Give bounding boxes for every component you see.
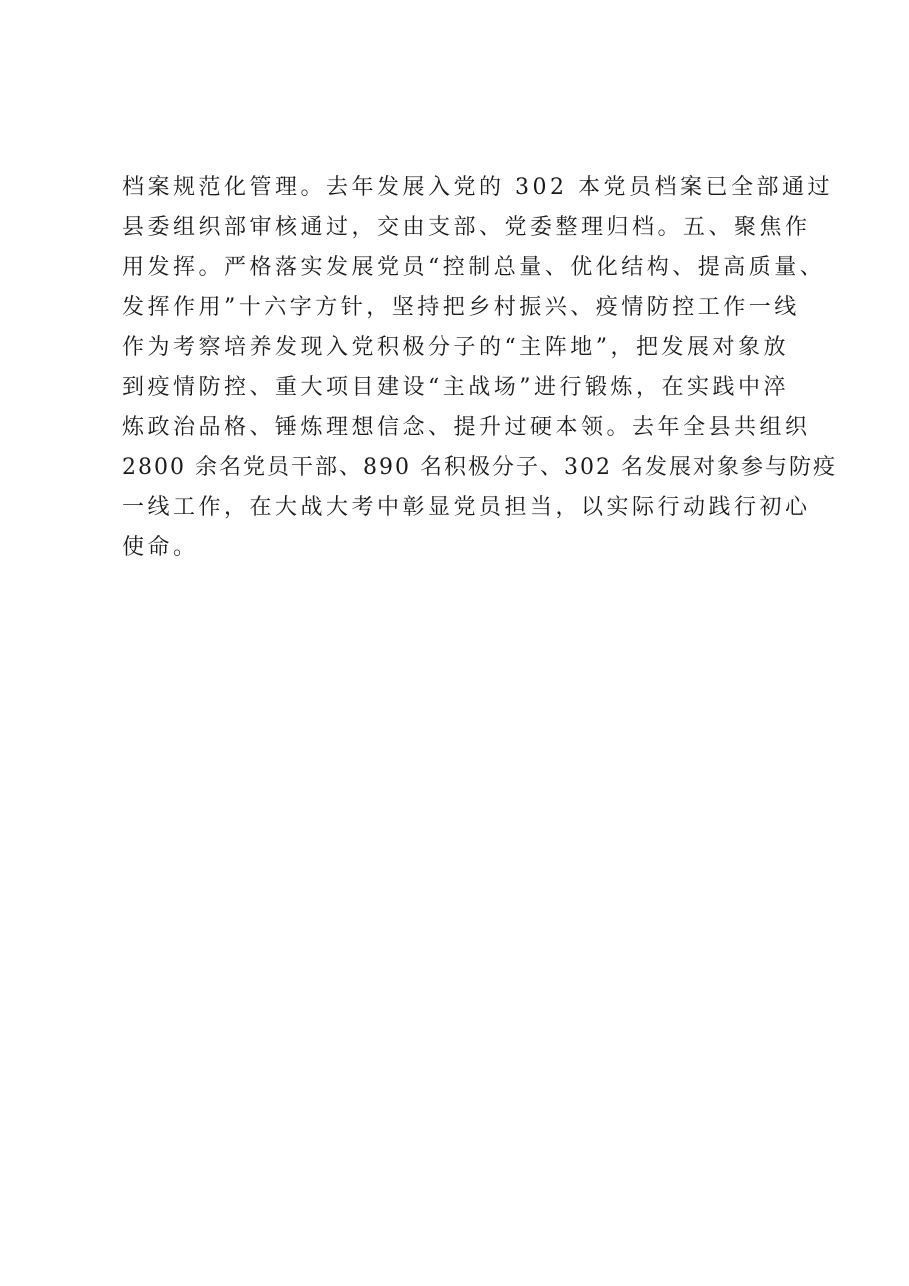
paragraph-line-8: 2800 余名党员干部、890 名积极分子、302 名发展对象参与防疫 — [122, 455, 837, 480]
paragraph-line-2: 县委组织部审核通过，交由支部、党委整理归档。五、聚焦作 — [122, 215, 811, 240]
paragraph-line-10: 使命。 — [122, 535, 199, 560]
paragraph-line-7: 炼政治品格、锤炼理想信念、提升过硬本领。去年全县共组织 — [122, 415, 811, 440]
paragraph-line-6: 到疫情防控、重大项目建设“主战场”进行锻炼，在实践中淬 — [122, 375, 789, 400]
paragraph-line-1: 档案规范化管理。去年发展入党的 302 本党员档案已全部通过 — [122, 175, 833, 200]
body-paragraph — [122, 168, 837, 568]
paragraph-line-9: 一线工作，在大战大考中彰显党员担当，以实际行动践行初心 — [122, 495, 811, 520]
paragraph-line-4: 发挥作用”十六字方针，坚持把乡村振兴、疫情防控工作一线 — [122, 295, 800, 320]
paragraph-line-3: 用发挥。严格落实发展党员“控制总量、优化结构、提高质量、 — [122, 255, 826, 280]
paragraph-line-5: 作为考察培养发现入党积极分子的“主阵地”，把发展对象放 — [122, 335, 789, 360]
